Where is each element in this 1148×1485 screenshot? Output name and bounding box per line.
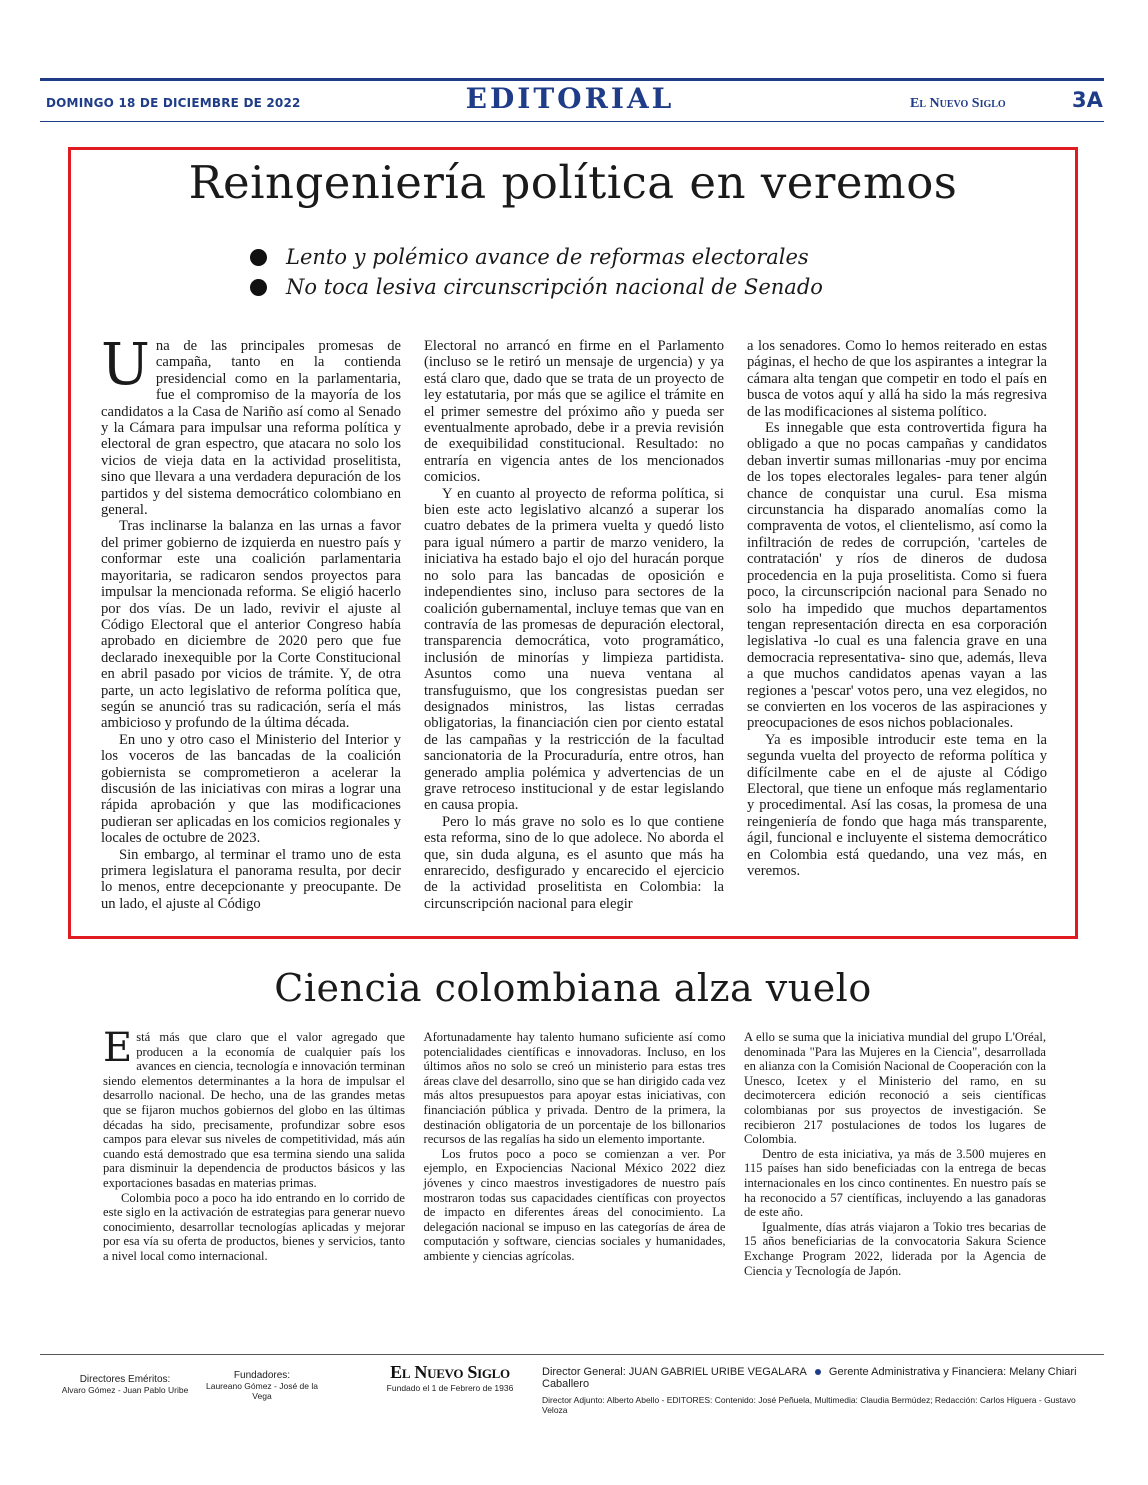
editorial-title: Reingeniería política en veremos xyxy=(188,156,958,209)
article-title: Ciencia colombiana alza vuelo xyxy=(274,966,872,1010)
paragraph: Es innegable que esta controvertida figura ha obligado a que no pocas campañas y candidatos deban invertir sumas millonarias -muy por encima de los topes electorales legales- para tener algún chance de conquistar una curul. Esa misma circunstancia ha disparado anomalías como la compraventa de votos, el clientelismo, así como la infiltración de redes de corrupción, 'carteles de contratación' y ríos de dineros de dudosa procedencia en la puja proselitista. Como si fuera poco, la circunscripción nacional para Senado no solo ha impedido que muchos departamentos tengan representación directa en esa corporación legislativa -lo cual es una falencia grave en una democracia representativa- sino que, además, lleva a que muchos candidatos apenas vayan a las regiones a 'pescar' votos pero, una vez elegidos, no se convierten en los voceros de las aspiraciones y preocupaciones de esos nichos poblacionales. xyxy=(747,420,1047,732)
paragraph: Pero lo más grave no solo es lo que contiene esta reforma, sino de lo que adolece. No aborda el que, sin duda alguna, es el asunto que más ha enrarecido, desfigurado y encarecido el ejercicio de la actividad proselitista en Colombia: la circunscripción nacional para elegir xyxy=(424,813,724,912)
paragraph: Electoral no arrancó en firme en el Parlamento (incluso se le retiró un mensaje de urgencia) y ya está claro que, dado que se trata de un proyecto de ley estatutaria, por más que se agilice el trámite en el primer semestre del próximo año y pueda ser eventualmente aprobado, debe ir a previa revisión de exequibilidad constitucional. Resultado: no entraría en vigencia antes de los mencionados comicios. xyxy=(424,338,724,486)
staff-credits: Director Adjunto: Alberto Abello - EDITORES: Contenido: José Peñuela, Multimedia: Claudia Bermúdez; Redacción: Carlos Higuera - Gustavo Veloza xyxy=(542,1395,1076,1415)
staff-line-1 xyxy=(542,1366,1102,1390)
header-date: DOMINGO 18 DE DICIEMBRE DE 2022 xyxy=(46,96,301,110)
paragraph: Y en cuanto al proyecto de reforma política, si bien este acto legislativo alcanzó a superar los cuatro debates de la primera vuelta y quedó listo para igual número a partir de marzo venidero, la iniciativa ha estado bajo el ojo del huracán porque no solo para las bancadas de oposición e independientes sino, incluso para sectores de la coalición gubernamental, incluye temas que van en contravía de las promesas de depuración electoral, transparencia democrática, voto programático, inclusión de minorías y limpieza partidista. Asuntos como una nueva ventana al transfuguismo, que los congresistas puedan ser designados ministros, las listas cerradas obligatorias, la financiación cien por ciento estatal de las campañas y la restricción de la facultad sancionatoria de la Procuraduría, entre otros, han generado amplia polémica y advertencias de un grave retroceso institucional y de estar legislando en causa propia. xyxy=(424,485,724,814)
subhead-text: Lento y polémico avance de reformas electorales xyxy=(286,245,809,269)
paragraph: En uno y otro caso el Ministerio del Interior y los voceros de las bancadas de la coalición gobiernista se comprometieron a acelerar la discusión de las iniciativas con miras a lograr una rápida aprobación y que las modificaciones pudieran ser aplicadas en los comicios regionales y locales de octubre de 2023. xyxy=(101,731,401,847)
footer-founders xyxy=(198,1370,326,1401)
paragraph: Sin embargo, al terminar el tramo uno de esta primera legislatura el panorama resulta, por decir lo menos, entre decepcionante y preocupante. De un lado, el ajuste al Código xyxy=(101,846,401,912)
footer-staff xyxy=(542,1366,1102,1415)
founders-names: Laureano Gómez - José de la Vega xyxy=(206,1381,318,1401)
director-general: Director General: JUAN GABRIEL URIBE VEGALARA xyxy=(542,1366,807,1378)
subhead-item xyxy=(250,242,950,272)
paragraph: Ya es imposible introducir este tema en la segunda vuelta del proyecto de reforma política y difícilmente cabe en el de ajuste al Código Electoral, que tiene un enfoque más reglamentario y procedimental. Así las cosas, la promesa de una reingeniería de fondo que haga más transparente, ágil, funcional e incluyente el sistema democrático en Colombia está quedando, una vez más, en veremos. xyxy=(747,731,1047,879)
footer-masthead xyxy=(380,1362,520,1393)
paragraph: Los frutos poco a poco se comienzan a ver. Por ejemplo, en Expociencias Nacional México 2022 diez jóvenes y cinco maestros investigadores de nuestro país mostraron todas sus capacidades científicas con proyectos de impacto en diferentes áreas del conocimiento. La delegación nacional se impuso en las categorías de área de computación y software, ciencias sociales y humanidades, ambiente y ciencias agrícolas. xyxy=(423,1146,726,1263)
editorial-subheads xyxy=(250,242,950,302)
paragraph: Tras inclinarse la balanza en las urnas a favor del primer gobierno de izquierda en nuestro país y conformar este una coalición parlamentaria mayoritaria, se radicaron sendos proyectos para impulsar la mencionada reforma. Se eligió hacerlo por dos vías. De un lado, revivir el ajuste al Código Electoral que el anterior Congreso había aprobado en diciembre de 2020 pero que fue declarado inexequible por la Corte Constitucional en abril pasado por vicios de trámite. Y, de otra parte, un acto legislativo de reforma política que, según se anunció tras su radicación, sería el más ambicioso y profundo de la última década. xyxy=(101,518,401,732)
editorial-column-1 xyxy=(101,330,401,912)
bullet-icon xyxy=(250,249,267,266)
directors-label: Directores Eméritos: xyxy=(79,1374,171,1385)
editorial-column-3 xyxy=(747,338,1047,912)
paragraph: Igualmente, días atrás viajaron a Tokio tres becarias de 15 años beneficiarias de la convocatoria Sakura Science Exchange Program 2022, liderada por la Agencia de Ciencia y Tecnología de Japón. xyxy=(744,1219,1046,1278)
header-paper-name: El Nuevo Siglo xyxy=(910,96,1006,111)
editorial-column-2 xyxy=(424,338,724,912)
article-column-3 xyxy=(744,1030,1046,1278)
paragraph: Una de las principales promesas de campaña, tanto en la contienda presidencial como en la parlamentaria, fue el compromiso de la mayoría de los candidatos a la Casa de Nariño así como al Senado y la Cámara para impulsar una reforma política y electoral de gran espectro, que atacara no solo los vicios de vieja data en la actividad proselitista, sino que llevara a una verdadera depuración de los partidos y del sistema democrático colombiano en general. xyxy=(101,330,401,519)
subhead-item xyxy=(250,272,950,302)
drop-cap: E xyxy=(103,1025,133,1071)
paper-logo: El Nuevo Siglo xyxy=(390,1362,510,1382)
paragraph: a los senadores. Como lo hemos reiterado en estas páginas, el hecho de que los aspirantes a integrar la cámara alta tengan que competir en todo el país en busca de votos aquí y allá ha sido la más regresiva de las modificaciones al sistema político. xyxy=(747,338,1047,420)
article-column-1 xyxy=(103,1025,405,1278)
paragraph: Está más que claro que el valor agregado que producen a la economía de cualquier país los avances en ciencia, tecnología e innovación terminan siendo elementos determinantes a la hora de impulsar el desarrollo nacional. De hecho, una de las grandes metas que se fijaron muchos gobiernos del globo en las últimas décadas ha sido, precisamente, profundizar sobre esos campos para elevar sus niveles de competitividad, más aún cuando está demostrado que esa termina siendo una salida para disminuir la dependencia de productos básicos y las exportaciones basadas en materias primas. xyxy=(103,1025,405,1190)
drop-cap: U xyxy=(101,330,150,398)
footer-divider xyxy=(40,1354,1104,1355)
bullet-icon xyxy=(250,279,267,296)
manager: Gerente Administrativa y Financiera: Melany Chiari Caballero xyxy=(542,1366,1077,1390)
editorial-body xyxy=(101,330,1047,912)
page-number: 3A xyxy=(1072,88,1103,112)
footer-directors xyxy=(60,1374,190,1395)
article-body xyxy=(103,1025,1046,1278)
section-title: EDITORIAL xyxy=(465,82,675,115)
subhead-text: No toca lesiva circunscripción nacional de Senado xyxy=(286,275,823,299)
article-column-2 xyxy=(424,1030,726,1278)
founded-date: Fundado el 1 de Febrero de 1936 xyxy=(386,1383,514,1393)
founders-label: Fundadores: xyxy=(233,1370,291,1381)
paragraph: Afortunadamente hay talento humano suficiente así como potencialidades científicas e innovadoras. Incluso, en los últimos años no solo se creó un ministerio para estas tres áreas clave del desarrollo, sino que se han dirigido cada vez más altos presupuestos para apoyar estas iniciativas, con financiación pública y privada. Dentro de la primera, la destinación obligatoria de un porcentaje de los billonarios recursos de las regalías ha sido un elemento importante. xyxy=(423,1030,726,1147)
paragraph: Colombia poco a poco ha ido entrando en lo corrido de este siglo en la activación de estrategias para generar nuevo conocimiento, desarrollar tecnologías aplicadas y mejorar por esa vía su oferta de productos, bienes y servicios, tanto a nivel local como internacional. xyxy=(103,1190,405,1263)
separator-dot-icon xyxy=(815,1369,821,1375)
directors-names: Alvaro Gómez - Juan Pablo Uribe xyxy=(61,1385,189,1395)
paragraph: Dentro de esta iniciativa, ya más de 3.500 mujeres en 115 países han sido beneficiadas con la entrega de becas internacionales en los cinco continentes. En nuestro país se ha reconocido a 57 científicas, incluyendo a las ganadoras de este año. xyxy=(744,1146,1046,1220)
paragraph: A ello se suma que la iniciativa mundial del grupo L'Oréal, denominada "Para las Mujeres en la Ciencia", desarrollada en alianza con la Comisión Nacional de Cooperación con la Unesco, Icetex y el Ministerio del ramo, en su decimotercera edición reconoció a seis científicas colombianas por sus proyectos de investigación. Se recibieron 217 postulaciones de todos los lugares de Colombia. xyxy=(744,1030,1046,1147)
